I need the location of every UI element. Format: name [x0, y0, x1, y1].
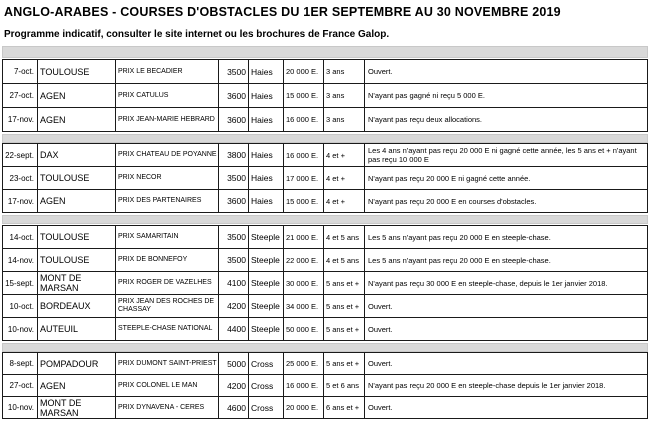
distance-cell: 3500 — [219, 249, 249, 272]
prize-cell: PRIX NECOR — [116, 167, 219, 190]
prize-cell: PRIX CHATEAU DE POYANNE — [116, 144, 219, 167]
money-cell: 20 000 E. — [284, 60, 324, 84]
table-row — [3, 375, 648, 397]
city-cell: AUTEUIL — [38, 318, 116, 341]
city-cell: AGEN — [38, 190, 116, 213]
age-cell: 6 ans et + — [324, 397, 365, 419]
city-cell: DAX — [38, 144, 116, 167]
age-cell: 4 et 5 ans — [324, 249, 365, 272]
date-cell: 14-nov. — [3, 249, 38, 272]
condition-cell: N'ayant pas reçu 20 000 E ni gagné cette année. — [365, 167, 648, 190]
distance-cell: 3500 — [219, 60, 249, 84]
table-row — [3, 226, 648, 249]
age-cell: 5 ans et + — [324, 353, 365, 375]
date-cell: 15-sept. — [3, 272, 38, 295]
date-cell: 23-oct. — [3, 167, 38, 190]
money-cell: 34 000 E. — [284, 295, 324, 318]
money-cell: 16 000 E. — [284, 108, 324, 132]
money-cell: 16 000 E. — [284, 144, 324, 167]
distance-cell: 4100 — [219, 272, 249, 295]
date-cell: 22-sept. — [3, 144, 38, 167]
table-row — [3, 190, 648, 213]
prize-cell: PRIX JEAN DES ROCHES DE CHASSAY — [116, 295, 219, 318]
money-cell: 50 000 E. — [284, 318, 324, 341]
discipline-cell: Haies — [249, 84, 284, 108]
prize-cell: PRIX JEAN-MARIE HEBRARD — [116, 108, 219, 132]
city-cell: POMPADOUR — [38, 353, 116, 375]
condition-cell: Ouvert. — [365, 397, 648, 419]
condition-cell: Les 5 ans n'ayant pas reçu 20 000 E en steeple-chase. — [365, 249, 648, 272]
date-cell: 17-nov. — [3, 108, 38, 132]
city-cell: TOULOUSE — [38, 226, 116, 249]
separator-band — [2, 134, 648, 143]
distance-cell: 3600 — [219, 108, 249, 132]
age-cell: 5 et 6 ans — [324, 375, 365, 397]
distance-cell: 3600 — [219, 84, 249, 108]
age-cell: 5 ans et + — [324, 272, 365, 295]
age-cell: 3 ans — [324, 84, 365, 108]
city-cell: TOULOUSE — [38, 167, 116, 190]
discipline-cell: Steeple — [249, 249, 284, 272]
condition-cell: Ouvert. — [365, 60, 648, 84]
race-table-haies-4ans — [2, 143, 648, 213]
table-row — [3, 353, 648, 375]
condition-cell: N'ayant pas reçu deux allocations. — [365, 108, 648, 132]
prize-cell: PRIX SAMARITAIN — [116, 226, 219, 249]
distance-cell: 4200 — [219, 295, 249, 318]
distance-cell: 3500 — [219, 167, 249, 190]
money-cell: 22 000 E. — [284, 249, 324, 272]
condition-cell: N'ayant pas reçu 20 000 E en courses d'obstacles. — [365, 190, 648, 213]
age-cell: 5 ans et + — [324, 318, 365, 341]
money-cell: 16 000 E. — [284, 375, 324, 397]
age-cell: 4 et + — [324, 144, 365, 167]
city-cell: BORDEAUX — [38, 295, 116, 318]
date-cell: 7-oct. — [3, 60, 38, 84]
prize-cell: PRIX ROGER DE VAZELHES — [116, 272, 219, 295]
date-cell: 10-nov. — [3, 318, 38, 341]
condition-cell: Ouvert. — [365, 353, 648, 375]
city-cell: AGEN — [38, 84, 116, 108]
condition-cell: N'ayant pas reçu 20 000 E en steeple-chase depuis le 1er janvier 2018. — [365, 375, 648, 397]
page-subtitle: Programme indicatif, consulter le site internet ou les brochures de France Galop. — [4, 29, 390, 40]
date-cell: 10-nov. — [3, 397, 38, 419]
race-table-steeple — [2, 225, 648, 341]
discipline-cell: Steeple — [249, 318, 284, 341]
race-table-haies-3ans — [2, 59, 648, 132]
prize-cell: PRIX DUMONT SAINT-PRIEST — [116, 353, 219, 375]
city-cell: AGEN — [38, 108, 116, 132]
condition-cell: Les 5 ans n'ayant pas reçu 20 000 E en steeple-chase. — [365, 226, 648, 249]
separator-band — [2, 215, 648, 224]
separator-band — [2, 343, 648, 352]
money-cell: 17 000 E. — [284, 167, 324, 190]
date-cell: 27-oct. — [3, 84, 38, 108]
table-row — [3, 318, 648, 341]
age-cell: 5 ans et + — [324, 295, 365, 318]
condition-cell: Les 4 ans n'ayant pas reçu 20 000 E ni gagné cette année, les 5 ans et + n'ayant pas reçu 10 000 E — [365, 144, 648, 167]
distance-cell: 4600 — [219, 397, 249, 419]
money-cell: 21 000 E. — [284, 226, 324, 249]
discipline-cell: Cross — [249, 375, 284, 397]
prize-cell: PRIX DYNAVENA - CERES — [116, 397, 219, 419]
discipline-cell: Haies — [249, 108, 284, 132]
discipline-cell: Steeple — [249, 295, 284, 318]
discipline-cell: Steeple — [249, 272, 284, 295]
age-cell: 3 ans — [324, 60, 365, 84]
date-cell: 17-nov. — [3, 190, 38, 213]
table-row — [3, 144, 648, 167]
money-cell: 15 000 E. — [284, 84, 324, 108]
condition-cell: N'ayant pas reçu 30 000 E en steeple-chase, depuis le 1er janvier 2018. — [365, 272, 648, 295]
distance-cell: 4200 — [219, 375, 249, 397]
age-cell: 3 ans — [324, 108, 365, 132]
distance-cell: 3600 — [219, 190, 249, 213]
money-cell: 30 000 E. — [284, 272, 324, 295]
distance-cell: 3800 — [219, 144, 249, 167]
table-row — [3, 397, 648, 419]
money-cell: 20 000 E. — [284, 397, 324, 419]
age-cell: 4 et + — [324, 167, 365, 190]
age-cell: 4 et + — [324, 190, 365, 213]
condition-cell: Ouvert. — [365, 318, 648, 341]
condition-cell: Ouvert. — [365, 295, 648, 318]
discipline-cell: Haies — [249, 190, 284, 213]
condition-cell: N'ayant pas gagné ni reçu 5 000 E. — [365, 84, 648, 108]
prize-cell: STEEPLE-CHASE NATIONAL — [116, 318, 219, 341]
table-row — [3, 295, 648, 318]
city-cell: MONT DE MARSAN — [38, 272, 116, 295]
prize-cell: PRIX DE BONNEFOY — [116, 249, 219, 272]
separator-band — [2, 46, 648, 58]
distance-cell: 4400 — [219, 318, 249, 341]
city-cell: AGEN — [38, 375, 116, 397]
discipline-cell: Cross — [249, 397, 284, 419]
date-cell: 27-oct. — [3, 375, 38, 397]
distance-cell: 5000 — [219, 353, 249, 375]
age-cell: 4 et 5 ans — [324, 226, 365, 249]
prize-cell: PRIX CATULUS — [116, 84, 219, 108]
prize-cell: PRIX COLONEL LE MAN — [116, 375, 219, 397]
discipline-cell: Cross — [249, 353, 284, 375]
money-cell: 15 000 E. — [284, 190, 324, 213]
table-row — [3, 60, 648, 84]
page-title: ANGLO-ARABES - COURSES D'OBSTACLES DU 1ER SEPTEMBRE AU 30 NOVEMBRE 2019 — [4, 5, 561, 19]
discipline-cell: Haies — [249, 144, 284, 167]
money-cell: 25 000 E. — [284, 353, 324, 375]
table-row — [3, 108, 648, 132]
discipline-cell: Steeple — [249, 226, 284, 249]
city-cell: TOULOUSE — [38, 60, 116, 84]
city-cell: TOULOUSE — [38, 249, 116, 272]
discipline-cell: Haies — [249, 167, 284, 190]
date-cell: 10-oct. — [3, 295, 38, 318]
prize-cell: PRIX LE BECADIER — [116, 60, 219, 84]
discipline-cell: Haies — [249, 60, 284, 84]
date-cell: 14-oct. — [3, 226, 38, 249]
city-cell: MONT DE MARSAN — [38, 397, 116, 419]
table-row — [3, 167, 648, 190]
date-cell: 8-sept. — [3, 353, 38, 375]
table-row — [3, 249, 648, 272]
race-table-cross — [2, 352, 648, 419]
distance-cell: 3500 — [219, 226, 249, 249]
prize-cell: PRIX DES PARTENAIRES — [116, 190, 219, 213]
table-row — [3, 84, 648, 108]
table-row — [3, 272, 648, 295]
